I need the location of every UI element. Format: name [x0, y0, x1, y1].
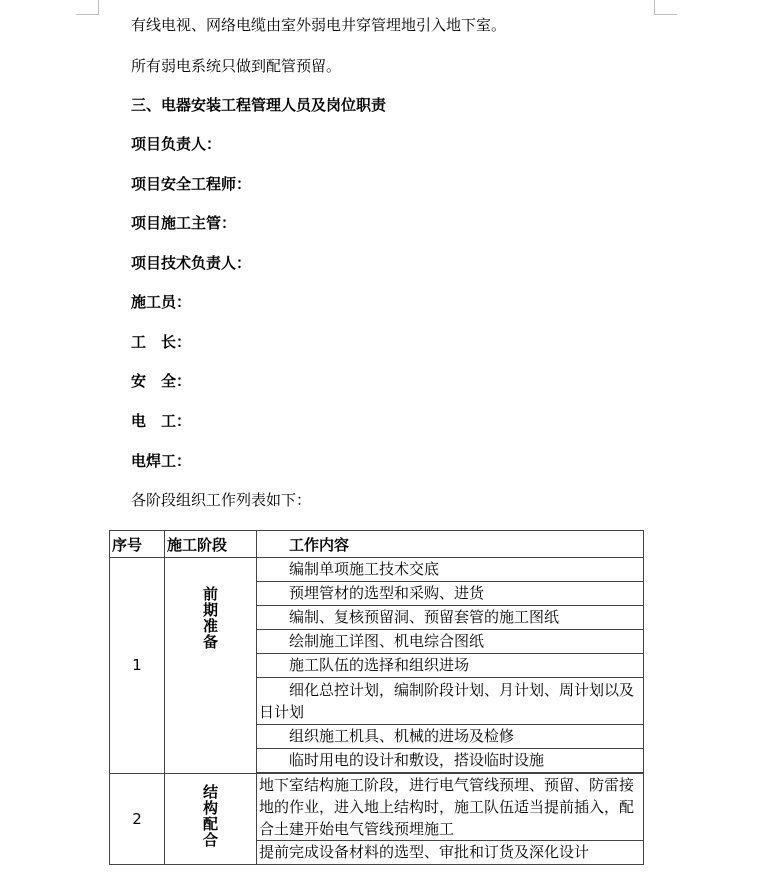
table-header-row — [110, 531, 644, 558]
table-intro: 各阶段组织工作列表如下： — [131, 491, 312, 509]
paragraph-cable-tv: 有线电视、网络电缆由室外弱电井穿管埋地引入地下室。 — [131, 16, 507, 34]
role-electrician: 电 工： — [131, 412, 192, 430]
work-item: 绘制施工详图、机电综合图纸 — [257, 630, 644, 654]
work-item: 临时用电的设计和敷设，搭设临时设施 — [257, 749, 644, 773]
group-stage-1 — [165, 558, 257, 774]
work-item: 预埋管材的选型和采购、进货 — [257, 582, 644, 606]
role-construction-worker: 施工员： — [131, 293, 192, 311]
work-item: 组织施工机具、机械的进场及检修 — [257, 725, 644, 749]
header-stage: 施工阶段 — [165, 531, 257, 558]
group-number-2: 2 — [110, 774, 165, 865]
page-corner-mark-right — [654, 0, 677, 15]
page-corner-mark-left — [76, 0, 99, 15]
work-item: 编制单项施工技术交底 — [257, 558, 644, 582]
header-number: 序号 — [110, 531, 165, 558]
stage-label-prep: 前期准备 — [202, 585, 218, 651]
table-row — [110, 774, 644, 841]
work-item: 地下室结构施工阶段，进行电气管线预埋、预留、防雷接地的作业，进入地上结构时，施工队伍适当提前插入，配合土建开始电气管线预埋施工 — [257, 774, 644, 841]
role-construction-supervisor: 项目施工主管： — [131, 214, 237, 232]
role-foreman: 工 长： — [131, 333, 192, 351]
work-item: 提前完成设备材料的选型、审批和订货及深化设计 — [257, 841, 644, 865]
paragraph-conduit-reserve: 所有弱电系统只做到配管预留。 — [131, 57, 342, 75]
work-item: 编制、复核预留洞、预留套管的施工图纸 — [257, 606, 644, 630]
role-project-leader: 项目负责人： — [131, 135, 222, 153]
work-item: 施工队伍的选择和组织进场 — [257, 654, 644, 678]
stage-work-table — [109, 530, 644, 865]
table-row — [110, 558, 644, 582]
role-safety-engineer: 项目安全工程师： — [131, 175, 252, 193]
group-stage-2 — [165, 774, 257, 865]
work-item: 细化总控计划，编制阶段计划、月计划、周计划以及日计划 — [257, 678, 644, 725]
role-technical-leader: 项目技术负责人： — [131, 254, 252, 272]
stage-label-structure: 结构配合 — [202, 783, 218, 849]
section-heading: 三、电器安装工程管理人员及岗位职责 — [131, 96, 387, 114]
role-safety: 安 全： — [131, 372, 192, 390]
role-welder: 电焊工： — [131, 452, 192, 470]
group-number-1: 1 — [110, 558, 165, 774]
header-content: 工作内容 — [257, 531, 644, 558]
